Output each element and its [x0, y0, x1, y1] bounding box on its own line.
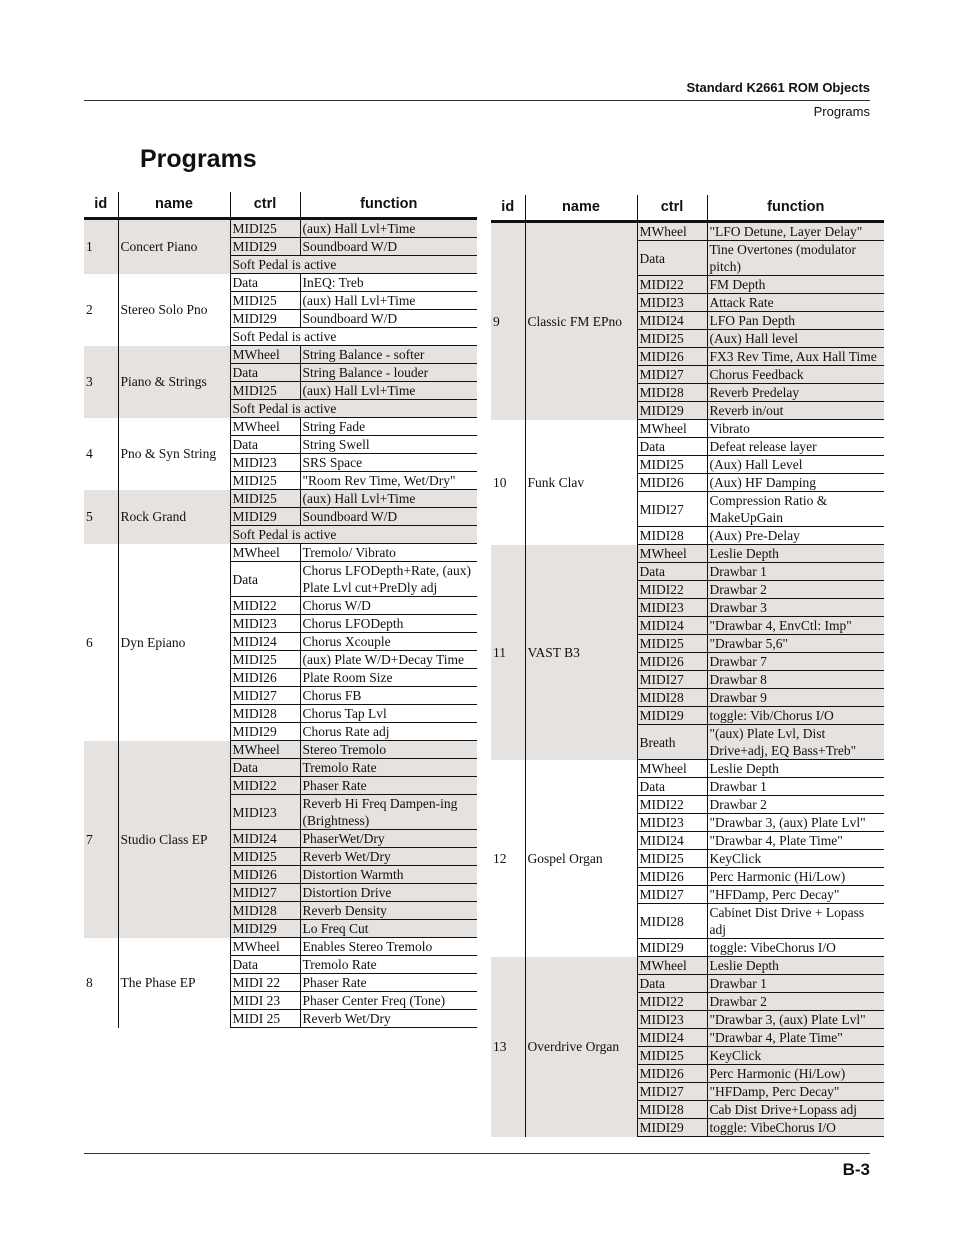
controller-cell: MIDI29: [230, 723, 300, 741]
program-name: Stereo Solo Pno: [118, 274, 230, 346]
program-id: 11: [491, 545, 525, 760]
footer-rule: [84, 1153, 870, 1154]
table-row: [84, 741, 477, 759]
controller-cell: MIDI24: [230, 633, 300, 651]
controller-cell: MIDI23: [230, 454, 300, 472]
function-cell: (Aux) HF Damping: [707, 474, 884, 492]
function-cell: LFO Pan Depth: [707, 312, 884, 330]
function-cell: Reverb in/out: [707, 402, 884, 420]
controller-cell: MIDI22: [637, 796, 707, 814]
controller-cell: MIDI27: [637, 492, 707, 527]
function-cell: Reverb Predelay: [707, 384, 884, 402]
function-cell: "Drawbar 5,6": [707, 635, 884, 653]
controller-cell: MIDI28: [637, 904, 707, 939]
function-cell: Reverb Wet/Dry: [300, 848, 477, 866]
controller-cell: MIDI28: [230, 705, 300, 723]
function-cell: "LFO Detune, Layer Delay": [707, 222, 884, 241]
function-cell: Phaser Center Freq (Tone): [300, 992, 477, 1010]
function-cell: Cab Dist Drive+Lopass adj: [707, 1101, 884, 1119]
function-cell: Soundboard W/D: [300, 508, 477, 526]
function-cell: Drawbar 3: [707, 599, 884, 617]
program-name: Overdrive Organ: [525, 957, 637, 1137]
function-cell: "Drawbar 4, Plate Time": [707, 832, 884, 850]
controller-cell: Data: [230, 274, 300, 292]
function-cell: "Room Rev Time, Wet/Dry": [300, 472, 477, 490]
function-cell: Chorus LFODepth: [300, 615, 477, 633]
function-cell: Drawbar 1: [707, 975, 884, 993]
controller-cell: Data: [637, 975, 707, 993]
controller-cell: MIDI28: [637, 384, 707, 402]
controller-cell: MIDI27: [230, 687, 300, 705]
controller-cell: MIDI27: [637, 366, 707, 384]
controller-cell: MIDI25: [230, 490, 300, 508]
controller-cell: Data: [230, 562, 300, 597]
program-name: Piano & Strings: [118, 346, 230, 418]
controller-cell: MIDI 22: [230, 974, 300, 992]
table-row: [84, 938, 477, 956]
controller-cell: MIDI22: [637, 993, 707, 1011]
controller-cell: MIDI24: [637, 312, 707, 330]
function-cell: (Aux) Hall level: [707, 330, 884, 348]
program-note: Soft Pedal is active: [230, 256, 477, 274]
function-cell: Chorus FB: [300, 687, 477, 705]
function-cell: Drawbar 1: [707, 563, 884, 581]
controller-cell: MIDI23: [637, 814, 707, 832]
controller-cell: MIDI25: [230, 651, 300, 669]
program-id: 1: [84, 219, 118, 274]
table-row: [84, 544, 477, 562]
controller-cell: MIDI22: [637, 581, 707, 599]
header-rule: [84, 100, 870, 101]
controller-cell: MIDI29: [637, 402, 707, 420]
controller-cell: MWheel: [230, 544, 300, 562]
function-cell: InEQ: Treb: [300, 274, 477, 292]
function-cell: Lo Freq Cut: [300, 920, 477, 938]
function-cell: Phaser Rate: [300, 974, 477, 992]
controller-cell: MIDI29: [637, 939, 707, 957]
function-cell: toggle: VibeChorus I/O: [707, 1119, 884, 1137]
function-cell: Chorus Rate adj: [300, 723, 477, 741]
program-name: Rock Grand: [118, 490, 230, 544]
function-cell: Drawbar 2: [707, 993, 884, 1011]
controller-cell: MIDI26: [637, 868, 707, 886]
program-id: 13: [491, 957, 525, 1137]
controller-cell: MIDI27: [637, 886, 707, 904]
programs-table-left: [84, 192, 477, 1028]
program-id: 3: [84, 346, 118, 418]
function-cell: String Balance - louder: [300, 364, 477, 382]
function-cell: "(aux) Plate Lvl, Dist Drive+adj, EQ Bass+Treb": [707, 725, 884, 760]
program-id: 9: [491, 222, 525, 420]
controller-cell: Data: [230, 436, 300, 454]
controller-cell: MIDI23: [637, 1011, 707, 1029]
controller-cell: MIDI28: [637, 1101, 707, 1119]
function-cell: Drawbar 1: [707, 778, 884, 796]
controller-cell: MWheel: [230, 418, 300, 436]
function-cell: String Fade: [300, 418, 477, 436]
function-cell: Plate Room Size: [300, 669, 477, 687]
col-header-ctrl: ctrl: [230, 192, 300, 219]
function-cell: FX3 Rev Time, Aux Hall Time: [707, 348, 884, 366]
controller-cell: MIDI27: [637, 671, 707, 689]
controller-cell: MIDI23: [637, 294, 707, 312]
table-row: [491, 545, 884, 563]
function-cell: (aux) Hall Lvl+Time: [300, 382, 477, 400]
programs-body-left: [84, 219, 477, 1028]
function-cell: String Swell: [300, 436, 477, 454]
controller-cell: MIDI 23: [230, 992, 300, 1010]
controller-cell: MIDI28: [230, 902, 300, 920]
table-row: [491, 420, 884, 438]
function-cell: (aux) Hall Lvl+Time: [300, 490, 477, 508]
controller-cell: MWheel: [637, 545, 707, 563]
table-header: [491, 195, 884, 222]
function-cell: "Drawbar 4, Plate Time": [707, 1029, 884, 1047]
controller-cell: MIDI29: [230, 238, 300, 256]
table-row: [491, 760, 884, 778]
col-header-function: function: [707, 195, 884, 222]
function-cell: Reverb Wet/Dry: [300, 1010, 477, 1028]
function-cell: "Drawbar 3, (aux) Plate Lvl": [707, 814, 884, 832]
program-note: Soft Pedal is active: [230, 526, 477, 544]
function-cell: Phaser Rate: [300, 777, 477, 795]
function-cell: Leslie Depth: [707, 957, 884, 975]
table-row: [84, 346, 477, 364]
controller-cell: MIDI25: [230, 219, 300, 238]
function-cell: KeyClick: [707, 1047, 884, 1065]
function-cell: Reverb Density: [300, 902, 477, 920]
controller-cell: Data: [637, 778, 707, 796]
function-cell: "Drawbar 4, EnvCtl: Imp": [707, 617, 884, 635]
controller-cell: MIDI24: [637, 832, 707, 850]
program-id: 4: [86, 446, 93, 461]
controller-cell: MIDI24: [637, 1029, 707, 1047]
function-cell: (aux) Hall Lvl+Time: [300, 219, 477, 238]
function-cell: Drawbar 9: [707, 689, 884, 707]
program-name: VAST B3: [525, 545, 637, 760]
table-row: [84, 274, 477, 292]
function-cell: Drawbar 2: [707, 581, 884, 599]
function-cell: FM Depth: [707, 276, 884, 294]
controller-cell: Data: [230, 364, 300, 382]
controller-cell: MIDI25: [637, 635, 707, 653]
function-cell: Drawbar 8: [707, 671, 884, 689]
program-name: Studio Class EP: [118, 741, 230, 938]
function-cell: "HFDamp, Perc Decay": [707, 886, 884, 904]
table-row: [491, 957, 884, 975]
function-cell: Chorus Xcouple: [300, 633, 477, 651]
controller-cell: MIDI25: [230, 848, 300, 866]
program-note: Soft Pedal is active: [230, 400, 477, 418]
controller-cell: MIDI23: [230, 795, 300, 830]
controller-cell: MIDI24: [637, 617, 707, 635]
controller-cell: MIDI29: [230, 920, 300, 938]
col-header-function: function: [300, 192, 477, 219]
function-cell: Distortion Warmth: [300, 866, 477, 884]
controller-cell: Data: [637, 563, 707, 581]
function-cell: (Aux) Pre-Delay: [707, 527, 884, 545]
controller-cell: MIDI28: [637, 689, 707, 707]
function-cell: (Aux) Hall Level: [707, 456, 884, 474]
program-note: Soft Pedal is active: [230, 328, 477, 346]
program-name: Concert Piano: [118, 219, 230, 274]
function-cell: Perc Harmonic (Hi/Low): [707, 868, 884, 886]
controller-cell: MIDI28: [637, 527, 707, 545]
function-cell: Soundboard W/D: [300, 310, 477, 328]
controller-cell: MIDI25: [637, 1047, 707, 1065]
function-cell: Stereo Tremolo: [300, 741, 477, 759]
function-cell: Chorus LFODepth+Rate, (aux) Plate Lvl cut+PreDly adj: [300, 562, 477, 597]
controller-cell: MWheel: [637, 957, 707, 975]
function-cell: "HFDamp, Perc Decay": [707, 1083, 884, 1101]
controller-cell: MIDI26: [637, 474, 707, 492]
program-id: 10: [493, 474, 507, 490]
controller-cell: MIDI24: [230, 830, 300, 848]
function-cell: Leslie Depth: [707, 760, 884, 778]
controller-cell: MIDI29: [637, 1119, 707, 1137]
function-cell: Cabinet Dist Drive + Lopass adj: [707, 904, 884, 939]
controller-cell: MWheel: [637, 420, 707, 438]
controller-cell: Data: [230, 956, 300, 974]
program-name: Pno & Syn String: [118, 418, 230, 490]
controller-cell: MIDI29: [230, 310, 300, 328]
controller-cell: MIDI29: [637, 707, 707, 725]
controller-cell: MWheel: [230, 741, 300, 759]
program-id: 5: [84, 490, 118, 544]
col-header-name: name: [525, 195, 637, 222]
function-cell: Enables Stereo Tremolo: [300, 938, 477, 956]
function-cell: Drawbar 7: [707, 653, 884, 671]
controller-cell: MIDI23: [230, 615, 300, 633]
function-cell: (aux) Hall Lvl+Time: [300, 292, 477, 310]
controller-cell: Data: [230, 759, 300, 777]
controller-cell: MIDI 25: [230, 1010, 300, 1028]
function-cell: Reverb Hi Freq Dampen-ing (Brightness): [300, 795, 477, 830]
function-cell: Chorus W/D: [300, 597, 477, 615]
function-cell: Tine Overtones (modulator pitch): [707, 241, 884, 276]
controller-cell: MIDI29: [230, 508, 300, 526]
table-header: [84, 192, 477, 219]
controller-cell: MIDI26: [637, 1065, 707, 1083]
controller-cell: MIDI25: [230, 292, 300, 310]
controller-cell: MIDI25: [637, 456, 707, 474]
programs-table-right: [491, 195, 884, 1137]
program-id: 8: [86, 975, 93, 990]
controller-cell: MWheel: [637, 222, 707, 241]
function-cell: Tremolo/ Vibrato: [300, 544, 477, 562]
controller-cell: MIDI23: [637, 599, 707, 617]
controller-cell: Breath: [637, 725, 707, 760]
function-cell: Chorus Feedback: [707, 366, 884, 384]
function-cell: String Balance - softer: [300, 346, 477, 364]
function-cell: Attack Rate: [707, 294, 884, 312]
page-title: Programs: [140, 145, 257, 173]
controller-cell: MIDI22: [637, 276, 707, 294]
program-id: 6: [86, 634, 93, 650]
function-cell: Compression Ratio & MakeUpGain: [707, 492, 884, 527]
program-id: 7: [84, 741, 118, 938]
col-header-id: id: [84, 192, 118, 219]
function-cell: Soundboard W/D: [300, 238, 477, 256]
program-name: Dyn Epiano: [118, 544, 230, 741]
controller-cell: MIDI26: [637, 653, 707, 671]
controller-cell: MIDI27: [637, 1083, 707, 1101]
function-cell: toggle: VibeChorus I/O: [707, 939, 884, 957]
function-cell: Distortion Drive: [300, 884, 477, 902]
function-cell: SRS Space: [300, 454, 477, 472]
controller-cell: MIDI25: [637, 330, 707, 348]
table-row: [84, 418, 477, 436]
controller-cell: MIDI26: [230, 866, 300, 884]
controller-cell: MIDI26: [230, 669, 300, 687]
controller-cell: MIDI26: [637, 348, 707, 366]
col-header-name: name: [118, 192, 230, 219]
programs-body-right: [491, 222, 884, 1137]
function-cell: KeyClick: [707, 850, 884, 868]
controller-cell: Data: [637, 438, 707, 456]
program-name: Gospel Organ: [525, 760, 637, 957]
controller-cell: MIDI25: [230, 382, 300, 400]
controller-cell: MIDI25: [637, 850, 707, 868]
function-cell: PhaserWet/Dry: [300, 830, 477, 848]
table-row: [491, 222, 884, 241]
function-cell: Drawbar 2: [707, 796, 884, 814]
controller-cell: MIDI27: [230, 884, 300, 902]
page-number: B-3: [842, 1160, 870, 1179]
program-name: Funk Clav: [525, 420, 637, 545]
controller-cell: MWheel: [230, 938, 300, 956]
function-cell: toggle: Vib/Chorus I/O: [707, 707, 884, 725]
running-header-title: Standard K2661 ROM Objects: [686, 80, 870, 95]
program-name: The Phase EP: [118, 938, 230, 1028]
function-cell: Tremolo Rate: [300, 956, 477, 974]
controller-cell: Data: [637, 241, 707, 276]
function-cell: Leslie Depth: [707, 545, 884, 563]
table-row: [84, 490, 477, 508]
col-header-ctrl: ctrl: [637, 195, 707, 222]
controller-cell: MWheel: [637, 760, 707, 778]
controller-cell: MIDI22: [230, 777, 300, 795]
program-name: Classic FM EPno: [525, 222, 637, 420]
col-header-id: id: [491, 195, 525, 222]
program-id: 12: [493, 850, 507, 866]
function-cell: Defeat release layer: [707, 438, 884, 456]
function-cell: Tremolo Rate: [300, 759, 477, 777]
controller-cell: MIDI22: [230, 597, 300, 615]
running-header-subtitle: Programs: [813, 104, 870, 119]
program-id: 2: [86, 302, 93, 317]
function-cell: Vibrato: [707, 420, 884, 438]
controller-cell: MWheel: [230, 346, 300, 364]
table-row: [84, 219, 477, 238]
function-cell: Chorus Tap Lvl: [300, 705, 477, 723]
controller-cell: MIDI25: [230, 472, 300, 490]
function-cell: "Drawbar 3, (aux) Plate Lvl": [707, 1011, 884, 1029]
function-cell: (aux) Plate W/D+Decay Time: [300, 651, 477, 669]
function-cell: Perc Harmonic (Hi/Low): [707, 1065, 884, 1083]
